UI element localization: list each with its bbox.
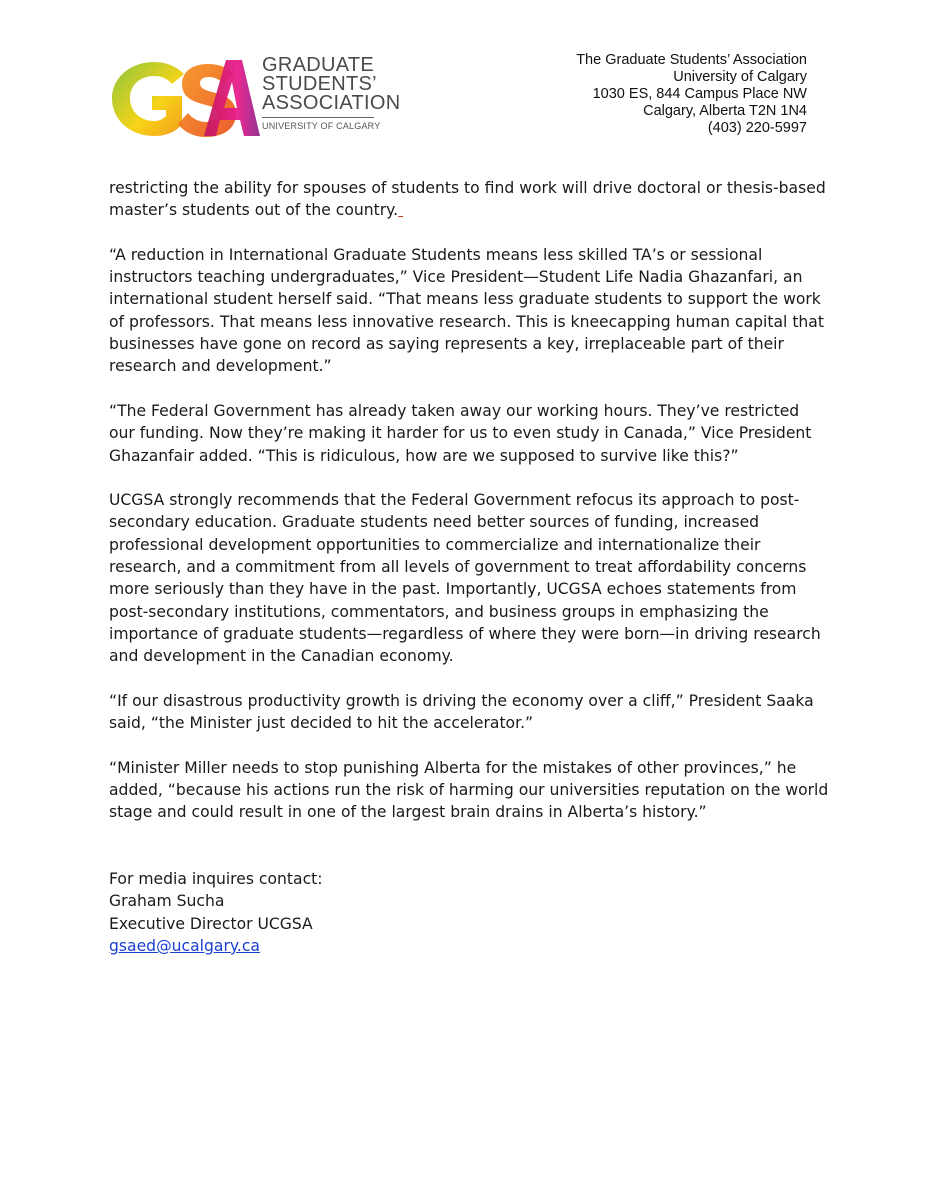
address-university: University of Calgary bbox=[673, 69, 807, 85]
logo-wordmark bbox=[262, 54, 401, 131]
paragraph: UCGSA strongly recommends that the Federal Government refocus its approach to post-secondary education. Graduate students need better sources of funding, increased professional development opportunities to commercialize and internationalize their research, and a commitment from all levels of government to treat affordability concerns more seriously than they have in the past. Importantly, UCGSA echoes statements from post-secondary institutions, commentators, and business groups in emphasizing the importance of graduate students—regardless of where they were born—in driving research and development in the Canadian economy. bbox=[109, 491, 821, 666]
gsa-logo bbox=[108, 52, 401, 142]
contact-email-link[interactable]: gsaed@ucalgary.ca bbox=[109, 936, 260, 955]
paragraph: restricting the ability for spouses of students to find work will drive doctoral or thesis-based master’s students out of the country. bbox=[109, 179, 826, 220]
paragraph: “If our disastrous productivity growth is driving the economy over a cliff,” President Saaka said, “the Minister just decided to hit the accelerator.” bbox=[109, 691, 814, 733]
address-street: 1030 ES, 844 Campus Place NW bbox=[592, 86, 807, 102]
contact-name: Graham Sucha bbox=[109, 892, 225, 911]
paragraph: “Minister Miller needs to stop punishing Alberta for the mistakes of other provinces,” he added, “because his actions run the risk of harming our universities reputation on the world stage and could result in one of the largest brain drains in Alberta’s history.” bbox=[109, 758, 829, 822]
address-city: Calgary, Alberta T2N 1N4 bbox=[643, 103, 807, 119]
address-phone: (403) 220-5997 bbox=[707, 120, 807, 136]
media-contact bbox=[109, 868, 829, 957]
spacer bbox=[109, 846, 829, 868]
address-org: The Graduate Students’ Association bbox=[576, 52, 807, 68]
contact-intro: For media inquires contact: bbox=[109, 869, 323, 888]
contact-title: Executive Director UCGSA bbox=[109, 914, 313, 933]
tracked-change-marker bbox=[398, 201, 403, 219]
logo-subline: UNIVERSITY OF CALGARY bbox=[262, 121, 381, 131]
paragraph: “The Federal Government has already taken away our working hours. They’ve restricted our funding. Now they’re making it harder for us to even study in Canada,” Vice President Ghazanfair added. “This is ridiculous, how are we supposed to survive like this?” bbox=[109, 401, 812, 465]
paragraph: “A reduction in International Graduate Students means less skilled TA’s or sessional instructors teaching undergraduates,” Vice President—Student Life Nadia Ghazanfari, an international student herself said. “That means less graduate students to support the work of professors. That means less innovative research. This is kneecapping human capital that businesses have gone on record as saying represents a key, irreplaceable part of their research and development.” bbox=[109, 245, 824, 376]
letterhead-address bbox=[576, 52, 807, 137]
logo-line-association: ASSOCIATION bbox=[262, 92, 401, 114]
logo-line-graduate: GRADUATE bbox=[262, 54, 375, 76]
logo-divider bbox=[262, 117, 374, 118]
gsa-logo-mark-icon bbox=[108, 52, 260, 142]
press-release-body bbox=[109, 177, 829, 957]
logo-line-students: STUDENTS’ bbox=[262, 73, 377, 95]
